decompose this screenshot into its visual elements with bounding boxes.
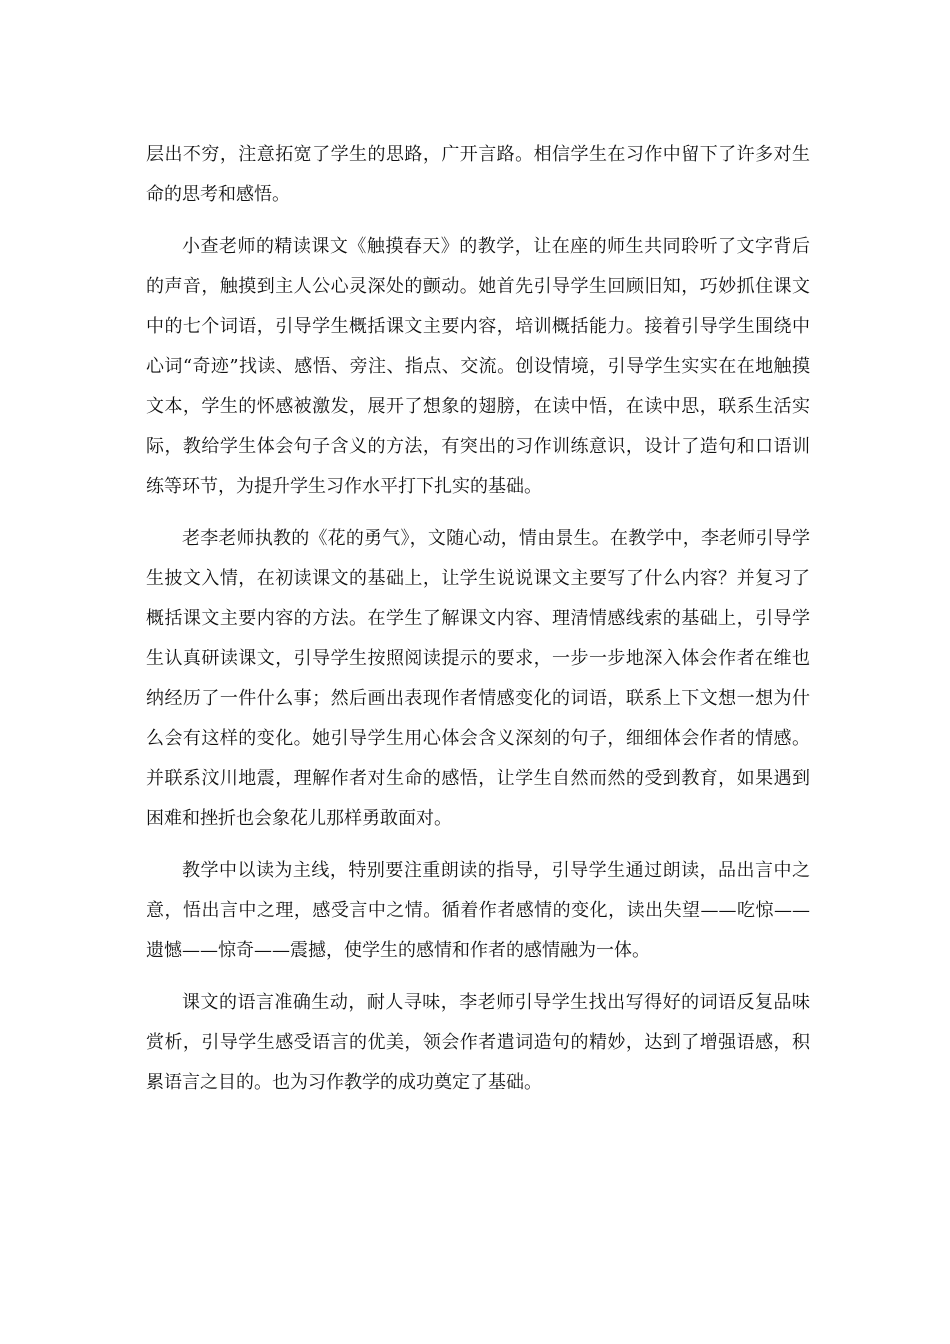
paragraph-1: 层出不穷，注意拓宽了学生的思路，广开言路。相信学生在习作中留下了许多对生命的思考和感悟。 bbox=[146, 144, 810, 205]
paragraph-3: 老李老师执教的《花的勇气》，文随心动，情由景生。在教学中，李老师引导学生披文入情，在初读课文的基础上，让学生说说课文主要写了什么内容？并复习了概括课文主要内容的方法。在学生了解课文内容、理清情感线索的基础上，引导学生认真研读课文，引导学生按照阅读提示的要求，一步一步地深入体会作者在维也纳经历了一件什么事；然后画出表现作者情感变化的词语，联系上下文想一想为什么会有这样的变化。她引导学生用心体会含义深刻的句子，细细体会作者的情感。并联系汶川地震，理解作者对生命的感悟，让学生自然而然的受到教育，如果遇到困难和挫折也会象花儿那样勇敢面对。 bbox=[146, 528, 810, 829]
paragraph-4: 教学中以读为主线，特别要注重朗读的指导，引导学生通过朗读，品出言中之意，悟出言中之理，感受言中之情。循着作者感情的变化，读出失望——吃惊——遗憾——惊奇——震撼，使学生的感情和作者的感情融为一体。 bbox=[146, 860, 810, 961]
paragraph-2: 小查老师的精读课文《触摸春天》的教学，让在座的师生共同聆听了文字背后的声音，触摸到主人公心灵深处的颤动。她首先引导学生回顾旧知，巧妙抓住课文中的七个词语，引导学生概括课文主要内容，培训概括能力。接着引导学生围绕中心词“奇迹”找读、感悟、旁注、指点、交流。创设情境，引导学生实实在在地触摸文本，学生的怀感被激发，展开了想象的翅膀，在读中悟，在读中思，联系生活实际，教给学生体会句子含义的方法，有突出的习作训练意识，设计了造句和口语训练等环节，为提升学生习作水平打下扎实的基础。 bbox=[146, 236, 810, 497]
document-body bbox=[146, 135, 810, 1115]
paragraph-5: 课文的语言准确生动，耐人寻味，李老师引导学生找出写得好的词语反复品味赏析，引导学生感受语言的优美，领会作者遣词造句的精妙，达到了增强语感，积累语言之目的。也为习作教学的成功奠定了基础。 bbox=[146, 992, 810, 1093]
